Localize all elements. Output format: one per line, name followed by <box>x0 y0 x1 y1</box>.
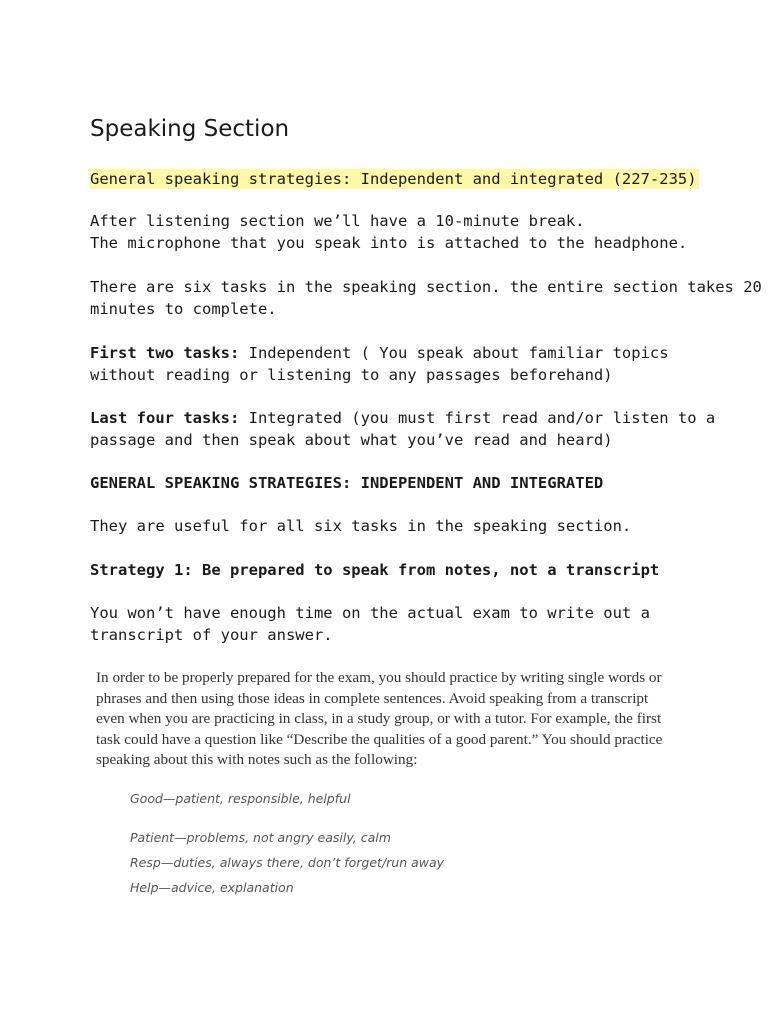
page-title: Speaking Section <box>90 116 290 142</box>
note-resp: Resp—duties, always there, don’t forget/run away <box>130 855 445 870</box>
tasks-overview-line-1: There are six tasks in the speaking section. the entire section takes 20 <box>90 278 762 296</box>
strategy-1-paragraph <box>90 602 650 646</box>
subtitle-paragraph <box>90 168 699 190</box>
first-two-tasks-text: Independent ( You speak about familiar topics <box>239 344 669 362</box>
section-heading: GENERAL SPEAKING STRATEGIES: INDEPENDENT AND INTEGRATED <box>90 474 604 492</box>
first-two-tasks-label: First two tasks: <box>90 344 240 362</box>
strategy-1-line-2: transcript of your answer. <box>90 626 333 644</box>
last-four-tasks-paragraph <box>90 407 715 451</box>
last-four-tasks-label: Last four tasks: <box>90 409 240 427</box>
first-two-tasks-paragraph <box>90 342 669 386</box>
book-excerpt-line: phrases and then using those ideas in complete sentences. Avoid speaking from a transcript <box>96 689 649 707</box>
note-help: Help—advice, explanation <box>130 880 294 895</box>
note-patient: Patient—problems, not angry easily, calm <box>130 830 391 845</box>
last-four-tasks-line-2: passage and then speak about what you’ve read and heard) <box>90 431 613 449</box>
intro-paragraph <box>90 210 687 254</box>
strategy-1-heading: Strategy 1: Be prepared to speak from notes, not a transcript <box>90 561 660 579</box>
note-good: Good—patient, responsible, helpful <box>130 791 351 806</box>
strategy-1-line-1: You won’t have enough time on the actual exam to write out a <box>90 604 650 622</box>
book-excerpt-line: In order to be properly prepared for the exam, you should practice by writing single words or <box>96 669 662 686</box>
first-two-tasks-line-2: without reading or listening to any passages beforehand) <box>90 366 613 384</box>
tasks-overview-paragraph <box>90 276 762 320</box>
book-excerpt-line: speaking about this with notes such as the following: <box>96 751 418 768</box>
last-four-tasks-text: Integrated (you must first read and/or listen to a <box>239 409 716 427</box>
book-excerpt <box>96 668 696 771</box>
book-excerpt-line: task could have a question like “Describe the qualities of a good parent.” You should practice <box>96 730 663 748</box>
book-excerpt-line: even when you are practicing in class, in a study group, or with a tutor. For example, the first <box>96 710 662 727</box>
intro-line-2: The microphone that you speak into is attached to the headphone. <box>90 234 688 252</box>
tasks-overview-line-2: minutes to complete. <box>90 300 277 318</box>
highlighted-subtitle: General speaking strategies: Independent and integrated (227-235) <box>90 170 697 188</box>
intro-line-1: After listening section we’ll have a 10-minute break. <box>90 212 585 230</box>
useful-line: They are useful for all six tasks in the speaking section. <box>90 517 632 535</box>
